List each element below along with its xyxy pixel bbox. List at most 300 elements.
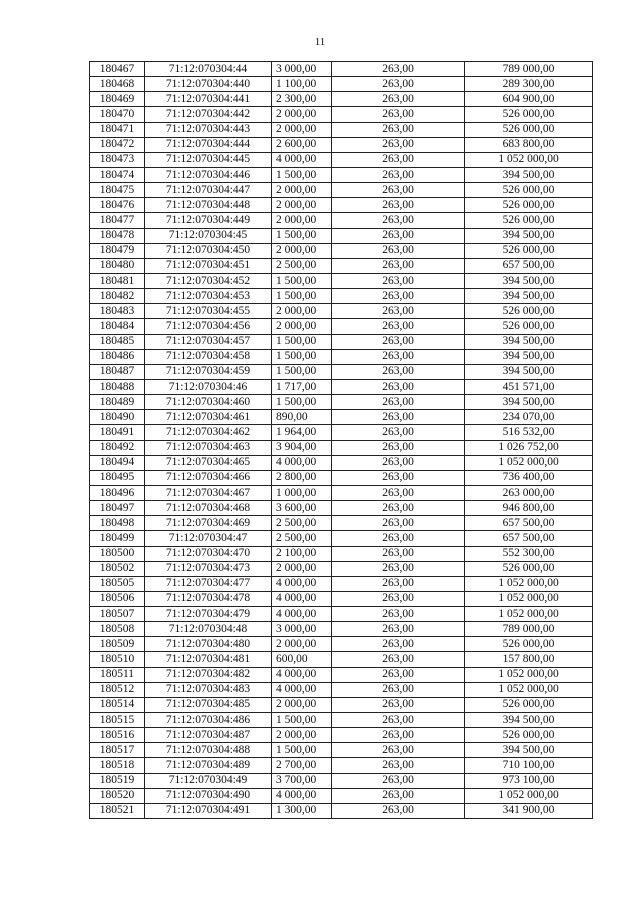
cell-area: 4 000,00 bbox=[272, 788, 332, 803]
cell-unit-price: 263,00 bbox=[332, 697, 465, 712]
cell-area: 1 500,00 bbox=[272, 273, 332, 288]
cell-area: 3 000,00 bbox=[272, 622, 332, 637]
table-row bbox=[90, 743, 593, 758]
cell-unit-price: 263,00 bbox=[332, 289, 465, 304]
cell-number: 180491 bbox=[90, 425, 145, 440]
cell-unit-price: 263,00 bbox=[332, 728, 465, 743]
cell-total: 526 000,00 bbox=[465, 637, 593, 652]
cell-cadastral-id: 71:12:070304:444 bbox=[145, 137, 272, 152]
cell-number: 180483 bbox=[90, 304, 145, 319]
cell-cadastral-id: 71:12:070304:449 bbox=[145, 213, 272, 228]
cell-number: 180482 bbox=[90, 289, 145, 304]
cell-total: 394 500,00 bbox=[465, 713, 593, 728]
cell-area: 2 500,00 bbox=[272, 531, 332, 546]
cell-area: 3 700,00 bbox=[272, 773, 332, 788]
cell-number: 180512 bbox=[90, 682, 145, 697]
cell-unit-price: 263,00 bbox=[332, 485, 465, 500]
cell-total: 526 000,00 bbox=[465, 319, 593, 334]
cell-cadastral-id: 71:12:070304:457 bbox=[145, 334, 272, 349]
cell-unit-price: 263,00 bbox=[332, 516, 465, 531]
cell-unit-price: 263,00 bbox=[332, 667, 465, 682]
table-row bbox=[90, 349, 593, 364]
table-row bbox=[90, 516, 593, 531]
cell-unit-price: 263,00 bbox=[332, 228, 465, 243]
cell-area: 2 100,00 bbox=[272, 546, 332, 561]
cell-cadastral-id: 71:12:070304:443 bbox=[145, 122, 272, 137]
cell-area: 1 717,00 bbox=[272, 379, 332, 394]
cell-cadastral-id: 71:12:070304:49 bbox=[145, 773, 272, 788]
cell-number: 180494 bbox=[90, 455, 145, 470]
table-row bbox=[90, 697, 593, 712]
cell-cadastral-id: 71:12:070304:452 bbox=[145, 273, 272, 288]
table-row bbox=[90, 122, 593, 137]
cell-cadastral-id: 71:12:070304:463 bbox=[145, 440, 272, 455]
cell-unit-price: 263,00 bbox=[332, 531, 465, 546]
cell-cadastral-id: 71:12:070304:477 bbox=[145, 576, 272, 591]
cell-number: 180517 bbox=[90, 743, 145, 758]
cell-unit-price: 263,00 bbox=[332, 546, 465, 561]
cell-total: 789 000,00 bbox=[465, 62, 593, 77]
cell-area: 1 500,00 bbox=[272, 289, 332, 304]
cell-total: 157 800,00 bbox=[465, 652, 593, 667]
cell-total: 683 800,00 bbox=[465, 137, 593, 152]
cell-number: 180481 bbox=[90, 273, 145, 288]
cell-unit-price: 263,00 bbox=[332, 637, 465, 652]
cell-area: 3 904,00 bbox=[272, 440, 332, 455]
cell-unit-price: 263,00 bbox=[332, 470, 465, 485]
table-row bbox=[90, 273, 593, 288]
cell-unit-price: 263,00 bbox=[332, 773, 465, 788]
table-row bbox=[90, 652, 593, 667]
cell-cadastral-id: 71:12:070304:460 bbox=[145, 395, 272, 410]
cell-area: 4 000,00 bbox=[272, 591, 332, 606]
cell-total: 394 500,00 bbox=[465, 395, 593, 410]
cell-unit-price: 263,00 bbox=[332, 77, 465, 92]
table-row bbox=[90, 682, 593, 697]
cell-total: 736 400,00 bbox=[465, 470, 593, 485]
cell-number: 180511 bbox=[90, 667, 145, 682]
cell-unit-price: 263,00 bbox=[332, 561, 465, 576]
cell-area: 1 500,00 bbox=[272, 743, 332, 758]
cell-number: 180510 bbox=[90, 652, 145, 667]
cell-area: 2 600,00 bbox=[272, 137, 332, 152]
cell-cadastral-id: 71:12:070304:445 bbox=[145, 152, 272, 167]
table-row bbox=[90, 637, 593, 652]
cell-number: 180474 bbox=[90, 167, 145, 182]
table-row bbox=[90, 183, 593, 198]
cell-number: 180473 bbox=[90, 152, 145, 167]
cell-number: 180508 bbox=[90, 622, 145, 637]
cell-number: 180498 bbox=[90, 516, 145, 531]
cell-number: 180519 bbox=[90, 773, 145, 788]
cell-number: 180518 bbox=[90, 758, 145, 773]
table-row bbox=[90, 213, 593, 228]
cell-area: 2 000,00 bbox=[272, 319, 332, 334]
cell-number: 180478 bbox=[90, 228, 145, 243]
cell-number: 180492 bbox=[90, 440, 145, 455]
cell-total: 657 500,00 bbox=[465, 516, 593, 531]
cell-total: 526 000,00 bbox=[465, 561, 593, 576]
cell-total: 263 000,00 bbox=[465, 485, 593, 500]
cell-cadastral-id: 71:12:070304:446 bbox=[145, 167, 272, 182]
cell-unit-price: 263,00 bbox=[332, 62, 465, 77]
cell-number: 180479 bbox=[90, 243, 145, 258]
cell-total: 604 900,00 bbox=[465, 92, 593, 107]
cell-number: 180468 bbox=[90, 77, 145, 92]
table-row bbox=[90, 334, 593, 349]
table-row bbox=[90, 198, 593, 213]
cell-total: 526 000,00 bbox=[465, 183, 593, 198]
table-row bbox=[90, 576, 593, 591]
cell-unit-price: 263,00 bbox=[332, 152, 465, 167]
table-row bbox=[90, 501, 593, 516]
cell-unit-price: 263,00 bbox=[332, 379, 465, 394]
cell-number: 180487 bbox=[90, 364, 145, 379]
cell-area: 1 500,00 bbox=[272, 713, 332, 728]
cell-total: 1 052 000,00 bbox=[465, 152, 593, 167]
cell-unit-price: 263,00 bbox=[332, 183, 465, 198]
cell-cadastral-id: 71:12:070304:48 bbox=[145, 622, 272, 637]
cell-number: 180477 bbox=[90, 213, 145, 228]
cell-cadastral-id: 71:12:070304:473 bbox=[145, 561, 272, 576]
cell-number: 180471 bbox=[90, 122, 145, 137]
cell-number: 180521 bbox=[90, 803, 145, 818]
table-row bbox=[90, 773, 593, 788]
table-row bbox=[90, 319, 593, 334]
cell-total: 526 000,00 bbox=[465, 198, 593, 213]
table-row bbox=[90, 228, 593, 243]
cell-total: 789 000,00 bbox=[465, 622, 593, 637]
table-row bbox=[90, 62, 593, 77]
cell-number: 180470 bbox=[90, 107, 145, 122]
cell-area: 3 600,00 bbox=[272, 501, 332, 516]
cell-area: 2 000,00 bbox=[272, 198, 332, 213]
cell-total: 394 500,00 bbox=[465, 349, 593, 364]
cell-total: 394 500,00 bbox=[465, 289, 593, 304]
cell-unit-price: 263,00 bbox=[332, 319, 465, 334]
table-row bbox=[90, 258, 593, 273]
table-row bbox=[90, 470, 593, 485]
cell-area: 1 300,00 bbox=[272, 803, 332, 818]
cell-total: 234 070,00 bbox=[465, 410, 593, 425]
cell-number: 180469 bbox=[90, 92, 145, 107]
cell-cadastral-id: 71:12:070304:44 bbox=[145, 62, 272, 77]
cell-unit-price: 263,00 bbox=[332, 107, 465, 122]
table-row bbox=[90, 304, 593, 319]
cell-area: 2 300,00 bbox=[272, 92, 332, 107]
cell-area: 4 000,00 bbox=[272, 455, 332, 470]
cell-unit-price: 263,00 bbox=[332, 440, 465, 455]
table-row bbox=[90, 607, 593, 622]
cell-total: 526 000,00 bbox=[465, 107, 593, 122]
cell-number: 180476 bbox=[90, 198, 145, 213]
page-number: 11 bbox=[314, 36, 326, 48]
cell-unit-price: 263,00 bbox=[332, 591, 465, 606]
cell-area: 1 964,00 bbox=[272, 425, 332, 440]
cell-area: 1 100,00 bbox=[272, 77, 332, 92]
table-row bbox=[90, 728, 593, 743]
cell-number: 180475 bbox=[90, 183, 145, 198]
cell-cadastral-id: 71:12:070304:482 bbox=[145, 667, 272, 682]
table-row bbox=[90, 622, 593, 637]
cell-unit-price: 263,00 bbox=[332, 758, 465, 773]
cell-cadastral-id: 71:12:070304:480 bbox=[145, 637, 272, 652]
cell-cadastral-id: 71:12:070304:441 bbox=[145, 92, 272, 107]
cell-total: 341 900,00 bbox=[465, 803, 593, 818]
cell-area: 4 000,00 bbox=[272, 152, 332, 167]
cell-total: 657 500,00 bbox=[465, 258, 593, 273]
cell-unit-price: 263,00 bbox=[332, 607, 465, 622]
cell-total: 394 500,00 bbox=[465, 228, 593, 243]
cell-unit-price: 263,00 bbox=[332, 455, 465, 470]
cell-cadastral-id: 71:12:070304:483 bbox=[145, 682, 272, 697]
cell-area: 2 000,00 bbox=[272, 243, 332, 258]
cell-cadastral-id: 71:12:070304:453 bbox=[145, 289, 272, 304]
cell-unit-price: 263,00 bbox=[332, 743, 465, 758]
cell-unit-price: 263,00 bbox=[332, 273, 465, 288]
cell-cadastral-id: 71:12:070304:478 bbox=[145, 591, 272, 606]
cell-unit-price: 263,00 bbox=[332, 364, 465, 379]
cell-number: 180516 bbox=[90, 728, 145, 743]
table-row bbox=[90, 243, 593, 258]
cell-area: 600,00 bbox=[272, 652, 332, 667]
cell-total: 710 100,00 bbox=[465, 758, 593, 773]
cell-area: 2 000,00 bbox=[272, 637, 332, 652]
table-row bbox=[90, 379, 593, 394]
cell-cadastral-id: 71:12:070304:488 bbox=[145, 743, 272, 758]
cell-area: 1 500,00 bbox=[272, 228, 332, 243]
table-row bbox=[90, 92, 593, 107]
table-row bbox=[90, 531, 593, 546]
cell-unit-price: 263,00 bbox=[332, 137, 465, 152]
cell-area: 2 000,00 bbox=[272, 561, 332, 576]
table-row bbox=[90, 167, 593, 182]
cell-total: 552 300,00 bbox=[465, 546, 593, 561]
cell-total: 1 052 000,00 bbox=[465, 667, 593, 682]
cell-cadastral-id: 71:12:070304:469 bbox=[145, 516, 272, 531]
cell-total: 394 500,00 bbox=[465, 167, 593, 182]
table-row bbox=[90, 546, 593, 561]
cell-area: 2 700,00 bbox=[272, 758, 332, 773]
cell-cadastral-id: 71:12:070304:447 bbox=[145, 183, 272, 198]
cell-total: 1 026 752,00 bbox=[465, 440, 593, 455]
cell-area: 1 500,00 bbox=[272, 334, 332, 349]
cell-area: 4 000,00 bbox=[272, 576, 332, 591]
cell-cadastral-id: 71:12:070304:442 bbox=[145, 107, 272, 122]
cell-total: 526 000,00 bbox=[465, 122, 593, 137]
cell-cadastral-id: 71:12:070304:458 bbox=[145, 349, 272, 364]
cell-total: 1 052 000,00 bbox=[465, 455, 593, 470]
cell-area: 2 000,00 bbox=[272, 697, 332, 712]
table-row bbox=[90, 410, 593, 425]
cell-unit-price: 263,00 bbox=[332, 576, 465, 591]
cell-area: 1 500,00 bbox=[272, 167, 332, 182]
cell-number: 180488 bbox=[90, 379, 145, 394]
cell-cadastral-id: 71:12:070304:481 bbox=[145, 652, 272, 667]
cell-unit-price: 263,00 bbox=[332, 304, 465, 319]
cell-total: 526 000,00 bbox=[465, 243, 593, 258]
cell-total: 1 052 000,00 bbox=[465, 607, 593, 622]
table-row bbox=[90, 455, 593, 470]
cell-number: 180520 bbox=[90, 788, 145, 803]
cell-area: 4 000,00 bbox=[272, 667, 332, 682]
table-row bbox=[90, 77, 593, 92]
table-row bbox=[90, 591, 593, 606]
table-row bbox=[90, 440, 593, 455]
cell-unit-price: 263,00 bbox=[332, 395, 465, 410]
cell-number: 180472 bbox=[90, 137, 145, 152]
cell-unit-price: 263,00 bbox=[332, 410, 465, 425]
cell-number: 180495 bbox=[90, 470, 145, 485]
cell-area: 4 000,00 bbox=[272, 607, 332, 622]
cell-number: 180509 bbox=[90, 637, 145, 652]
cell-total: 1 052 000,00 bbox=[465, 576, 593, 591]
cell-total: 1 052 000,00 bbox=[465, 788, 593, 803]
cell-area: 2 000,00 bbox=[272, 122, 332, 137]
cell-area: 1 000,00 bbox=[272, 485, 332, 500]
cell-unit-price: 263,00 bbox=[332, 788, 465, 803]
cell-total: 526 000,00 bbox=[465, 304, 593, 319]
table-row bbox=[90, 803, 593, 818]
cell-total: 1 052 000,00 bbox=[465, 591, 593, 606]
cell-number: 180505 bbox=[90, 576, 145, 591]
cell-number: 180467 bbox=[90, 62, 145, 77]
cell-area: 2 000,00 bbox=[272, 183, 332, 198]
cell-cadastral-id: 71:12:070304:450 bbox=[145, 243, 272, 258]
cell-unit-price: 263,00 bbox=[332, 622, 465, 637]
cell-total: 526 000,00 bbox=[465, 728, 593, 743]
cell-area: 2 800,00 bbox=[272, 470, 332, 485]
cell-cadastral-id: 71:12:070304:485 bbox=[145, 697, 272, 712]
cell-unit-price: 263,00 bbox=[332, 682, 465, 697]
cell-unit-price: 263,00 bbox=[332, 198, 465, 213]
cell-area: 3 000,00 bbox=[272, 62, 332, 77]
cell-unit-price: 263,00 bbox=[332, 92, 465, 107]
cell-unit-price: 263,00 bbox=[332, 501, 465, 516]
cell-cadastral-id: 71:12:070304:465 bbox=[145, 455, 272, 470]
cell-cadastral-id: 71:12:070304:461 bbox=[145, 410, 272, 425]
cell-unit-price: 263,00 bbox=[332, 167, 465, 182]
cell-cadastral-id: 71:12:070304:451 bbox=[145, 258, 272, 273]
cell-unit-price: 263,00 bbox=[332, 243, 465, 258]
parcel-table bbox=[89, 61, 593, 819]
cell-cadastral-id: 71:12:070304:487 bbox=[145, 728, 272, 743]
cell-area: 2 000,00 bbox=[272, 728, 332, 743]
table-row bbox=[90, 364, 593, 379]
cell-cadastral-id: 71:12:070304:440 bbox=[145, 77, 272, 92]
cell-area: 2 000,00 bbox=[272, 304, 332, 319]
table-row bbox=[90, 561, 593, 576]
cell-cadastral-id: 71:12:070304:470 bbox=[145, 546, 272, 561]
cell-number: 180489 bbox=[90, 395, 145, 410]
cell-total: 657 500,00 bbox=[465, 531, 593, 546]
cell-cadastral-id: 71:12:070304:467 bbox=[145, 485, 272, 500]
table-row bbox=[90, 152, 593, 167]
cell-total: 526 000,00 bbox=[465, 213, 593, 228]
cell-area: 2 500,00 bbox=[272, 516, 332, 531]
cell-area: 4 000,00 bbox=[272, 682, 332, 697]
cell-cadastral-id: 71:12:070304:491 bbox=[145, 803, 272, 818]
cell-unit-price: 263,00 bbox=[332, 122, 465, 137]
table-row bbox=[90, 289, 593, 304]
cell-cadastral-id: 71:12:070304:459 bbox=[145, 364, 272, 379]
cell-number: 180500 bbox=[90, 546, 145, 561]
cell-unit-price: 263,00 bbox=[332, 713, 465, 728]
cell-unit-price: 263,00 bbox=[332, 213, 465, 228]
cell-total: 516 532,00 bbox=[465, 425, 593, 440]
cell-unit-price: 263,00 bbox=[332, 803, 465, 818]
table-row bbox=[90, 107, 593, 122]
cell-total: 394 500,00 bbox=[465, 364, 593, 379]
cell-cadastral-id: 71:12:070304:486 bbox=[145, 713, 272, 728]
table-row bbox=[90, 667, 593, 682]
table-row bbox=[90, 425, 593, 440]
parcel-table-body bbox=[90, 62, 593, 819]
cell-area: 2 500,00 bbox=[272, 258, 332, 273]
cell-cadastral-id: 71:12:070304:45 bbox=[145, 228, 272, 243]
cell-area: 1 500,00 bbox=[272, 395, 332, 410]
cell-cadastral-id: 71:12:070304:462 bbox=[145, 425, 272, 440]
cell-cadastral-id: 71:12:070304:47 bbox=[145, 531, 272, 546]
cell-number: 180507 bbox=[90, 607, 145, 622]
cell-number: 180515 bbox=[90, 713, 145, 728]
cell-number: 180499 bbox=[90, 531, 145, 546]
table-row bbox=[90, 395, 593, 410]
cell-number: 180497 bbox=[90, 501, 145, 516]
cell-number: 180484 bbox=[90, 319, 145, 334]
cell-area: 890,00 bbox=[272, 410, 332, 425]
cell-number: 180490 bbox=[90, 410, 145, 425]
cell-number: 180485 bbox=[90, 334, 145, 349]
cell-unit-price: 263,00 bbox=[332, 258, 465, 273]
cell-cadastral-id: 71:12:070304:466 bbox=[145, 470, 272, 485]
cell-number: 180480 bbox=[90, 258, 145, 273]
cell-total: 394 500,00 bbox=[465, 743, 593, 758]
cell-total: 1 052 000,00 bbox=[465, 682, 593, 697]
table-row bbox=[90, 788, 593, 803]
cell-number: 180496 bbox=[90, 485, 145, 500]
cell-cadastral-id: 71:12:070304:456 bbox=[145, 319, 272, 334]
cell-cadastral-id: 71:12:070304:468 bbox=[145, 501, 272, 516]
cell-total: 526 000,00 bbox=[465, 697, 593, 712]
cell-number: 180486 bbox=[90, 349, 145, 364]
cell-number: 180502 bbox=[90, 561, 145, 576]
cell-cadastral-id: 71:12:070304:479 bbox=[145, 607, 272, 622]
cell-unit-price: 263,00 bbox=[332, 349, 465, 364]
cell-cadastral-id: 71:12:070304:46 bbox=[145, 379, 272, 394]
table-row bbox=[90, 713, 593, 728]
cell-unit-price: 263,00 bbox=[332, 334, 465, 349]
cell-unit-price: 263,00 bbox=[332, 652, 465, 667]
cell-total: 394 500,00 bbox=[465, 273, 593, 288]
table-row bbox=[90, 485, 593, 500]
cell-unit-price: 263,00 bbox=[332, 425, 465, 440]
cell-number: 180514 bbox=[90, 697, 145, 712]
cell-area: 1 500,00 bbox=[272, 349, 332, 364]
cell-total: 973 100,00 bbox=[465, 773, 593, 788]
cell-total: 289 300,00 bbox=[465, 77, 593, 92]
table-row bbox=[90, 758, 593, 773]
cell-total: 451 571,00 bbox=[465, 379, 593, 394]
cell-total: 946 800,00 bbox=[465, 501, 593, 516]
cell-area: 2 000,00 bbox=[272, 107, 332, 122]
cell-cadastral-id: 71:12:070304:448 bbox=[145, 198, 272, 213]
cell-cadastral-id: 71:12:070304:489 bbox=[145, 758, 272, 773]
cell-area: 2 000,00 bbox=[272, 213, 332, 228]
cell-cadastral-id: 71:12:070304:490 bbox=[145, 788, 272, 803]
cell-number: 180506 bbox=[90, 591, 145, 606]
table-row bbox=[90, 137, 593, 152]
